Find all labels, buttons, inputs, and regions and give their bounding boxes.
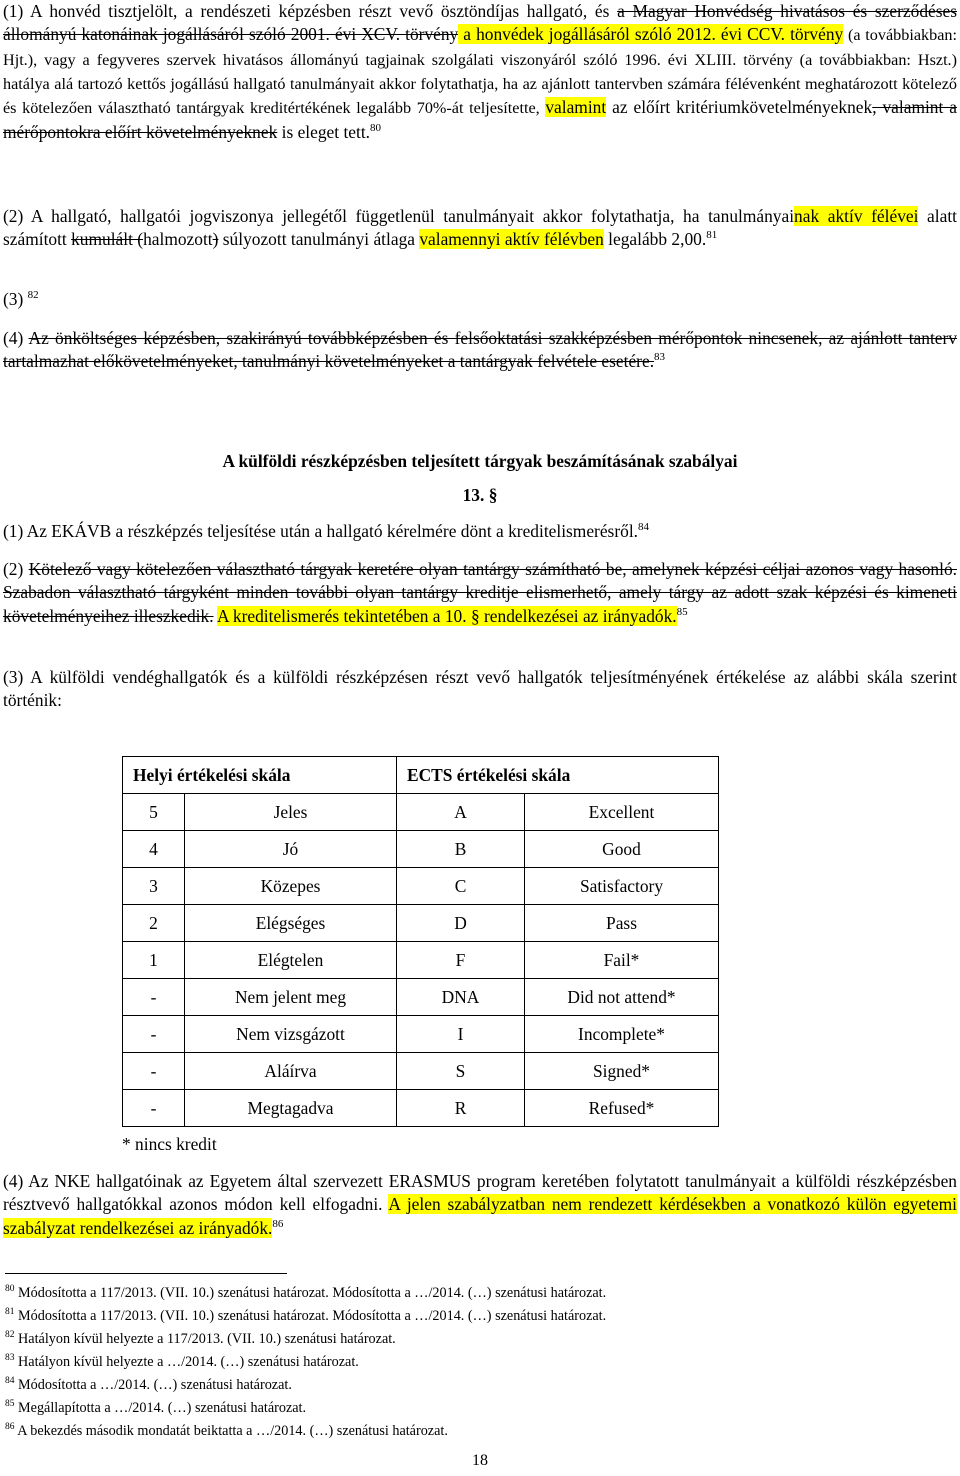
footnote-number: 81 bbox=[5, 1307, 15, 1317]
footnote-82 bbox=[5, 1330, 396, 1348]
footnote-separator bbox=[5, 1273, 287, 1274]
p3-text: (3) bbox=[3, 289, 28, 309]
local-label-cell: Nem vizsgázott bbox=[185, 1016, 397, 1053]
footnote-text: A bekezdés második mondatát beiktatta a …/2014. (…) szenátusi határozat. bbox=[17, 1423, 448, 1439]
footnote-text: Megállapította a …/2014. (…) szenátusi határozat. bbox=[18, 1400, 307, 1416]
section-number-text: 13. § bbox=[462, 485, 498, 505]
footnote-ref-81[interactable]: 81 bbox=[706, 229, 718, 242]
footnote-85 bbox=[5, 1399, 306, 1417]
footnote-ref-83[interactable]: 83 bbox=[654, 351, 666, 364]
p4-deleted-text: Az önköltséges képzésben, szakirányú továbbképzésben és felsőoktatási szakképzésben mérőpontok nincsenek, az ajánlott tanterv tartalmazhat előkövetelményeket, tanulmányi követelményeket a tantárgyak felvétele esetére. bbox=[3, 328, 957, 372]
footnote-ref-84[interactable]: 84 bbox=[638, 521, 649, 533]
ects-grade-cell: DNA bbox=[397, 979, 525, 1016]
p1-text-i: is eleget tett. bbox=[277, 121, 371, 142]
ects-grade-cell: B bbox=[397, 831, 525, 868]
ects-label-cell: Excellent bbox=[525, 794, 719, 831]
footnote-text: Hatályon kívül helyezte a …/2014. (…) szenátusi határozat. bbox=[18, 1354, 359, 1370]
local-label-cell: Aláírva bbox=[185, 1053, 397, 1090]
s4-highlight: A jelen szabályzatban nem rendezett kérdésekben a vonatkozó külön egyetemi szabályzat rendelkezései az irányadók. bbox=[3, 1194, 958, 1238]
local-grade-cell: - bbox=[123, 1053, 185, 1090]
footnote-ref-86[interactable]: 86 bbox=[272, 1217, 284, 1230]
footnote-83 bbox=[5, 1353, 359, 1371]
paragraph-3 bbox=[3, 288, 957, 311]
s2-deleted-text: Kötelező vagy kötelezően választható tárgyak keretére olyan tantárgy számítható be, amelynek képzési céljai azonos vagy hasonló. Szabadon választható tárgyként minden további olyan tantárgy kreditje elismerhető, amely tárgy az adott szak képzési és kimeneti követelményeihez illeszkedik. bbox=[3, 559, 957, 626]
ects-label-cell: Signed* bbox=[525, 1053, 719, 1090]
table-row bbox=[123, 868, 719, 905]
paragraph-4 bbox=[3, 327, 957, 374]
local-label-cell: Elégtelen bbox=[185, 942, 397, 979]
s3-text: (3) A külföldi vendéghallgatók és a külföldi részképzésen részt vevő hallgatók teljesítményének értékelése az alábbi skála szerint történik: bbox=[3, 667, 957, 711]
section-paragraph-2 bbox=[3, 558, 957, 628]
footnote-ref-82[interactable]: 82 bbox=[27, 289, 39, 301]
footnote-text: Módosította a 117/2013. (VII. 10.) szenátusi határozat. Módosította a …/2014. (…) szenátusi határozat. bbox=[18, 1308, 607, 1324]
local-grade-cell: 1 bbox=[123, 942, 185, 979]
table-header-row bbox=[123, 757, 719, 794]
p2-highlight-b: valamennyi aktív félévben bbox=[419, 229, 604, 250]
ects-label-cell: Satisfactory bbox=[525, 868, 719, 905]
local-label-cell: Jó bbox=[185, 831, 397, 868]
ects-grade-cell: I bbox=[397, 1016, 525, 1053]
table-row bbox=[123, 831, 719, 868]
p1-text-e: hatálya alá tartozó kettős jogállású hallgató tanulmányait akkor folytathatja, ha az ajánlott tantervben számára félévenként meghatározott kötelező és kötelezően választható tantárgyak kreditértékének legalább 70%-át teljesítette, bbox=[3, 75, 957, 118]
section-paragraph-1 bbox=[3, 520, 957, 543]
local-grade-cell: 3 bbox=[123, 868, 185, 905]
footnote-text: Módosította a 117/2013. (VII. 10.) szenátusi határozat. Módosította a …/2014. (…) szenátusi határozat. bbox=[18, 1285, 607, 1301]
local-grade-cell: 4 bbox=[123, 831, 185, 868]
section-paragraph-4 bbox=[3, 1170, 957, 1240]
local-label-cell: Nem jelent meg bbox=[185, 979, 397, 1016]
local-label-cell: Elégséges bbox=[185, 905, 397, 942]
local-label-cell: Jeles bbox=[185, 794, 397, 831]
ects-grade-cell: S bbox=[397, 1053, 525, 1090]
p1-highlight-valamint: valamint bbox=[545, 97, 607, 118]
table-row bbox=[123, 1016, 719, 1053]
p1-text-d: (a továbbiakban: Hjt.), vagy a fegyveres szervek hivatásos állományú tagjainak szolgálati viszonyáról szóló 1996. évi XLIII. törvény (a továbbiakban: Hszt.) bbox=[3, 26, 958, 69]
ects-label-cell: Refused* bbox=[525, 1090, 719, 1127]
ects-grade-cell: C bbox=[397, 868, 525, 905]
s2-text-a: (2) bbox=[3, 559, 29, 579]
p1-text-a: (1) A honvéd tisztjelölt, a rendészeti képzésben részt vevő ösztöndíjas hallgató, és bbox=[3, 1, 618, 21]
grading-scale-table bbox=[122, 756, 719, 1127]
paragraph-2 bbox=[3, 205, 957, 252]
table-row bbox=[123, 942, 719, 979]
ects-grade-cell: D bbox=[397, 905, 525, 942]
section-number bbox=[0, 485, 960, 506]
ects-grade-cell: F bbox=[397, 942, 525, 979]
ects-grade-cell: A bbox=[397, 794, 525, 831]
footnote-84 bbox=[5, 1376, 292, 1394]
footnote-text: Hatályon kívül helyezte a 117/2013. (VII. 10.) szenátusi határozat. bbox=[18, 1331, 396, 1347]
p2-highlight-a: nak aktív félévei bbox=[794, 206, 919, 226]
header-local-scale: Helyi értékelési skála bbox=[123, 757, 397, 794]
section-paragraph-3 bbox=[3, 666, 957, 713]
local-grade-cell: - bbox=[123, 979, 185, 1016]
footnote-number: 82 bbox=[5, 1330, 15, 1340]
footnote-number: 85 bbox=[5, 1399, 15, 1409]
ects-label-cell: Fail* bbox=[525, 942, 719, 979]
p2-text-g: súlyozott tanulmányi átlaga bbox=[218, 229, 420, 250]
page-number: 18 bbox=[472, 1452, 488, 1469]
p1-deleted-clause: , valamint a mérőpontokra előírt követelményeknek bbox=[3, 97, 957, 142]
p2-text-a: (2) A hallgató, hallgatói jogviszonya jellegétől függetlenül tanulmányait akkor folytathatja, ha tanulmányai bbox=[3, 206, 795, 226]
section-title: A külföldi részképzésben teljesített tárgyak beszámításának szabályai bbox=[222, 451, 738, 471]
footnote-ref-80[interactable]: 80 bbox=[370, 121, 382, 134]
p1-deleted-law-ref: a Magyar Honvédség hivatásos és szerződéses állományú katonáinak jogállásáról szóló 2001. évi XCV. törvény bbox=[3, 1, 957, 45]
table-note: * nincs kredit bbox=[122, 1134, 217, 1154]
header-ects-scale: ECTS értékelési skála bbox=[397, 757, 719, 794]
s4-text-a: (4) Az NKE hallgatóinak az Egyetem által szervezett ERASMUS program keretében folytatott tanulmányait a külföldi részképzésben résztvevő hallgatókkal azonos módon kell elfogadni. bbox=[3, 1171, 957, 1215]
p2-text-c: alatt számított bbox=[3, 206, 957, 250]
p2-deleted-kumulalt: kumulált ( bbox=[71, 229, 144, 250]
p2-text-e: halmozott bbox=[143, 229, 213, 250]
footnote-number: 83 bbox=[5, 1353, 15, 1363]
footnote-number: 84 bbox=[5, 1376, 15, 1386]
p2-deleted-paren: ) bbox=[212, 229, 219, 250]
ects-label-cell: Did not attend* bbox=[525, 979, 719, 1016]
p1-text-g: az előírt kritériumkövetelményeknek bbox=[606, 97, 873, 118]
footnote-number: 86 bbox=[5, 1422, 15, 1432]
table-row bbox=[123, 794, 719, 831]
table-row bbox=[123, 905, 719, 942]
s1-text: (1) Az EKÁVB a részképzés teljesítése után a hallgató kérelmére dönt a kreditelismerésről. bbox=[3, 521, 638, 541]
footnote-ref-85[interactable]: 85 bbox=[676, 605, 688, 618]
table-row bbox=[123, 1090, 719, 1127]
local-grade-cell: 2 bbox=[123, 905, 185, 942]
footnote-86 bbox=[5, 1422, 448, 1440]
footnote-81 bbox=[5, 1307, 606, 1325]
table-row bbox=[123, 1053, 719, 1090]
footnote-text: Módosította a …/2014. (…) szenátusi határozat. bbox=[18, 1377, 292, 1393]
p2-text-i: legalább 2,00. bbox=[603, 229, 707, 250]
footnote-80 bbox=[5, 1284, 606, 1302]
s2-highlight: A kreditelismerés tekintetében a 10. § rendelkezései az irányadók. bbox=[216, 605, 677, 626]
local-label-cell: Közepes bbox=[185, 868, 397, 905]
local-label-cell: Megtagadva bbox=[185, 1090, 397, 1127]
ects-label-cell: Good bbox=[525, 831, 719, 868]
p1-highlighted-law-ref: a honvédek jogállásáról szóló 2012. évi CCV. törvény bbox=[458, 24, 844, 45]
footnote-number: 80 bbox=[5, 1284, 15, 1294]
table-row bbox=[123, 979, 719, 1016]
local-grade-cell: - bbox=[123, 1090, 185, 1127]
paragraph-1 bbox=[3, 0, 957, 144]
local-grade-cell: 5 bbox=[123, 794, 185, 831]
ects-grade-cell: R bbox=[397, 1090, 525, 1127]
ects-label-cell: Pass bbox=[525, 905, 719, 942]
p4-text-a: (4) bbox=[3, 328, 29, 348]
local-grade-cell: - bbox=[123, 1016, 185, 1053]
ects-label-cell: Incomplete* bbox=[525, 1016, 719, 1053]
